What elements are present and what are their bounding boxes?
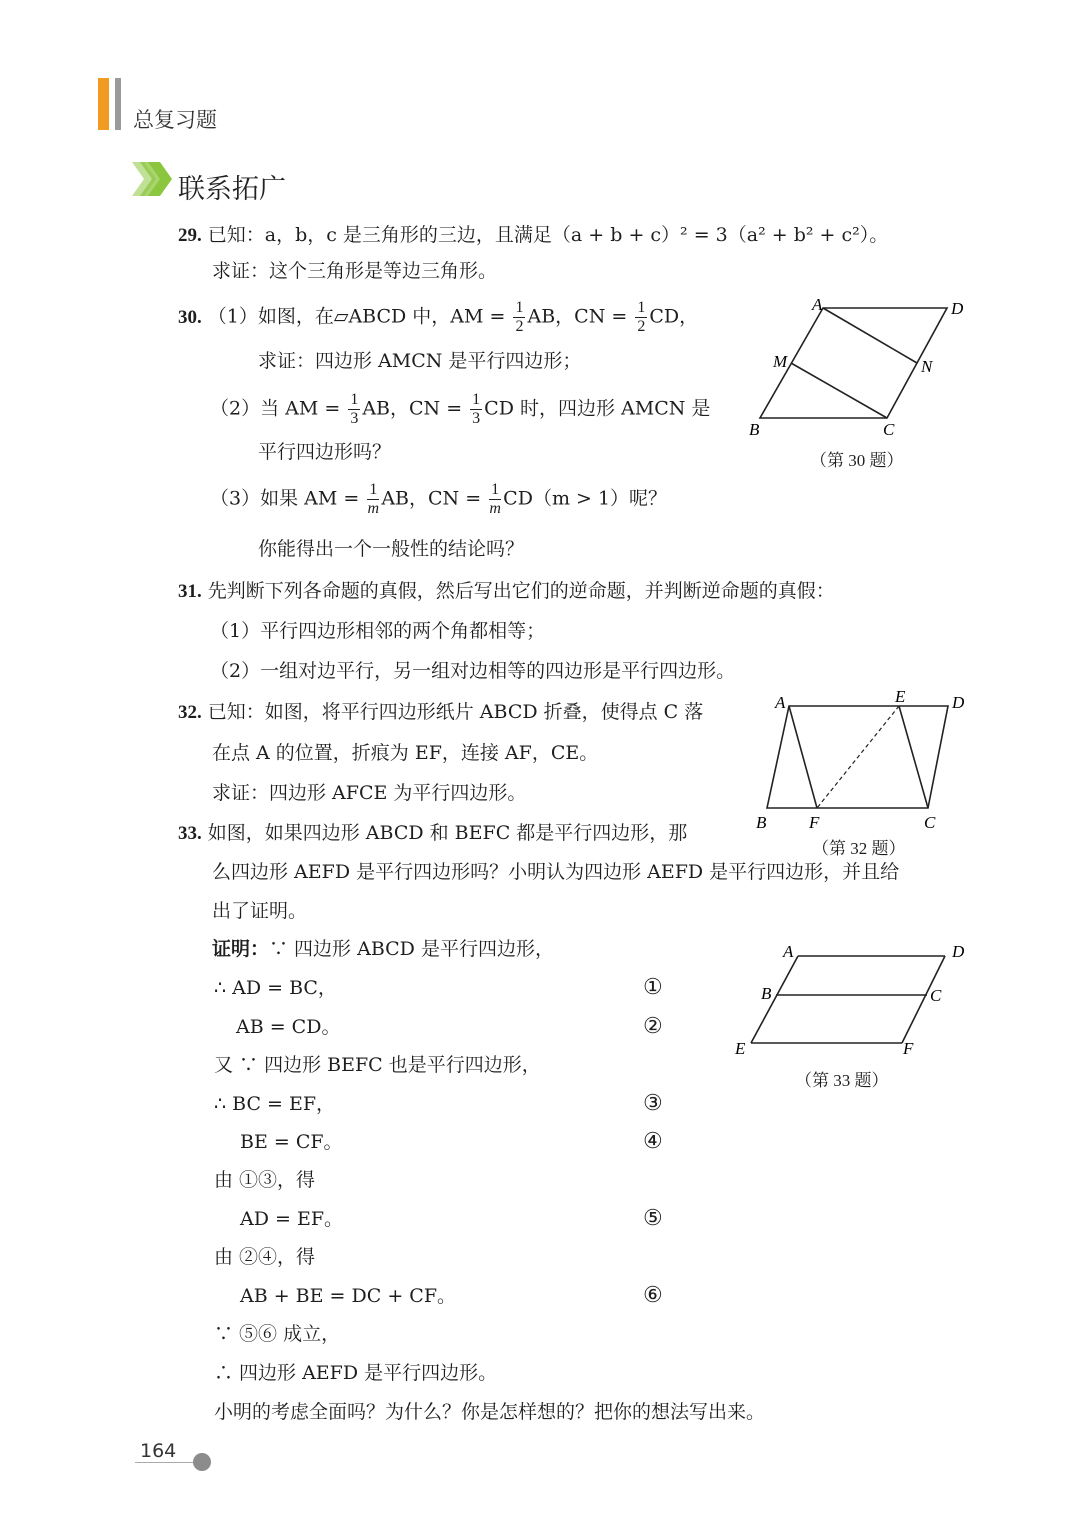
equation-marker: ① xyxy=(643,975,663,1000)
problem-text: 已知：a，b，c 是三角形的三边，且满足（a + b + c）² = 3（a² + b² + c²）。 xyxy=(207,224,889,246)
label-e: E xyxy=(735,1039,746,1058)
proof-line: 由 ②④，得 xyxy=(214,1246,316,1268)
figure-caption: （第 30 题） xyxy=(810,451,904,470)
figure-caption: （第 33 题） xyxy=(795,1071,889,1090)
header-accent-bar xyxy=(98,78,109,130)
equation-marker: ④ xyxy=(643,1129,663,1154)
problem-text: 平行四边形吗？ xyxy=(258,441,392,463)
label-a: A xyxy=(783,942,794,961)
chevron-arrows-icon xyxy=(130,156,176,202)
numerator: 1 xyxy=(491,481,500,498)
page-number-rule xyxy=(135,1462,195,1463)
problem-text: 先判断下列各命题的真假，然后写出它们的逆命题，并判断逆命题的真假： xyxy=(207,580,835,602)
label-e: E xyxy=(895,687,906,706)
section-title: 联系拓广 xyxy=(178,174,286,205)
equation-marker: ⑥ xyxy=(643,1283,663,1308)
proof-line: AB = CD。 xyxy=(236,1016,341,1038)
proof-line: BE = CF。 xyxy=(240,1131,343,1153)
label-f: F xyxy=(809,813,820,832)
proof-line: 由 ①③，得 xyxy=(214,1169,316,1191)
fraction xyxy=(635,300,647,335)
proof-line: AD = EF。 xyxy=(240,1208,344,1230)
proof-line: 又 ∵ 四边形 BEFC 也是平行四边形， xyxy=(214,1054,541,1076)
figure-32 xyxy=(745,686,980,836)
text-segment: （2）当 AM = xyxy=(210,397,341,420)
problem-text: （1）平行四边形相邻的两个角都相等； xyxy=(210,620,546,642)
label-c: C xyxy=(883,420,895,439)
problem-text: 出了证明。 xyxy=(212,900,308,922)
label-c: C xyxy=(924,813,936,832)
text-segment: AB，CN = xyxy=(527,305,628,328)
segment-ae xyxy=(751,956,798,1043)
header-gray-bar xyxy=(115,78,121,130)
equation-marker: ③ xyxy=(643,1091,663,1116)
problem-31 xyxy=(178,582,835,601)
problem-text: 如图，如果四边形 ABCD 和 BEFC 都是平行四边形，那 xyxy=(207,822,688,844)
label-a: A xyxy=(812,295,823,314)
numerator: 1 xyxy=(369,481,378,498)
problem-32 xyxy=(178,703,703,722)
denominator: 3 xyxy=(472,410,481,427)
denominator: m xyxy=(367,500,380,517)
label-f: F xyxy=(903,1039,914,1058)
label-b: B xyxy=(749,420,760,439)
denominator: m xyxy=(489,500,501,517)
text-segment: AB，CN = xyxy=(381,487,482,510)
problem-text: 你能得出一个一般性的结论吗？ xyxy=(258,538,525,560)
label-a: A xyxy=(775,693,786,712)
problem-text: 已知：如图，将平行四边形纸片 ABCD 折叠，使得点 C 落 xyxy=(207,701,704,723)
fraction xyxy=(489,482,501,517)
segment-af xyxy=(789,706,817,808)
figure-caption: （第 32 题） xyxy=(812,839,906,858)
figure-33 xyxy=(725,935,980,1065)
proof-line: ∴ AD = BC， xyxy=(214,977,337,999)
problem-number: 29. xyxy=(178,225,202,246)
problem-33 xyxy=(178,824,687,843)
fraction xyxy=(348,392,360,427)
proof-line: ∵ ⑤⑥ 成立， xyxy=(214,1323,341,1345)
label-d: D xyxy=(952,942,965,961)
proof-line: AB + BE = DC + CF。 xyxy=(240,1285,457,1307)
equation-marker: ② xyxy=(643,1014,663,1039)
problem-question: 小明的考虑全面吗？为什么？你是怎样想的？把你的想法写出来。 xyxy=(214,1401,766,1423)
problem-text: 在点 A 的位置，折痕为 EF，连接 AF，CE。 xyxy=(212,742,599,764)
numerator: 1 xyxy=(472,391,481,408)
text-segment: （3）如果 AM = xyxy=(210,487,360,510)
fold-line-ef xyxy=(817,706,899,808)
problem-30-part-1 xyxy=(178,300,698,335)
page-number-dot xyxy=(193,1453,211,1471)
text-segment: CD 时，四边形 AMCN 是 xyxy=(484,397,711,420)
label-b: B xyxy=(756,813,767,832)
proof-line: ∴ 四边形 AEFD 是平行四边形。 xyxy=(214,1362,498,1384)
text-segment: （1）如图，在▱ABCD 中，AM = xyxy=(207,305,506,328)
problem-text: （2）一组对边平行，另一组对边相等的四边形是平行四边形。 xyxy=(210,660,736,682)
proof-text: ∵ 四边形 ABCD 是平行四边形， xyxy=(269,938,554,960)
equation-marker: ⑤ xyxy=(643,1206,663,1231)
numerator: 1 xyxy=(515,299,524,316)
problem-number: 31. xyxy=(178,581,202,602)
label-m: M xyxy=(773,352,788,371)
problem-number: 33. xyxy=(178,823,202,844)
parallelogram-abcd xyxy=(760,308,947,418)
problem-text: 求证：这个三角形是等边三角形。 xyxy=(212,260,498,282)
problem-text: 求证：四边形 AMCN 是平行四边形； xyxy=(258,350,582,372)
label-n: N xyxy=(921,357,933,376)
problem-text: 求证：四边形 AFCE 为平行四边形。 xyxy=(212,782,527,804)
segment-mc xyxy=(791,363,887,418)
fraction xyxy=(367,482,379,517)
fraction xyxy=(470,392,482,427)
label-d: D xyxy=(952,693,965,712)
numerator: 1 xyxy=(637,299,646,316)
text-segment: CD（m > 1）呢？ xyxy=(503,487,668,510)
problem-30-part-3 xyxy=(210,482,667,517)
problem-text: 么四边形 AEFD 是平行四边形吗？小明认为四边形 AEFD 是平行四边形，并且给 xyxy=(212,861,900,883)
problem-number: 30. xyxy=(178,306,202,328)
denominator: 2 xyxy=(515,318,524,335)
proof-line xyxy=(212,940,554,959)
segment-ce xyxy=(899,706,928,808)
page-number: 164 xyxy=(140,1440,177,1462)
text-segment: CD， xyxy=(649,305,699,328)
problem-number: 32. xyxy=(178,702,202,723)
problem-29 xyxy=(178,226,888,245)
label-b: B xyxy=(761,984,772,1003)
proof-label: 证明： xyxy=(212,938,270,960)
denominator: 2 xyxy=(637,318,646,335)
problem-30-part-2 xyxy=(210,392,710,427)
proof-line: ∴ BC = EF， xyxy=(214,1093,336,1115)
header-title: 总复习题 xyxy=(133,108,217,132)
numerator: 1 xyxy=(350,391,359,408)
segment-an xyxy=(823,308,917,363)
text-segment: AB，CN = xyxy=(362,397,463,420)
label-d: D xyxy=(951,299,964,318)
label-c: C xyxy=(930,986,942,1005)
denominator: 3 xyxy=(350,410,359,427)
fraction xyxy=(513,300,525,335)
